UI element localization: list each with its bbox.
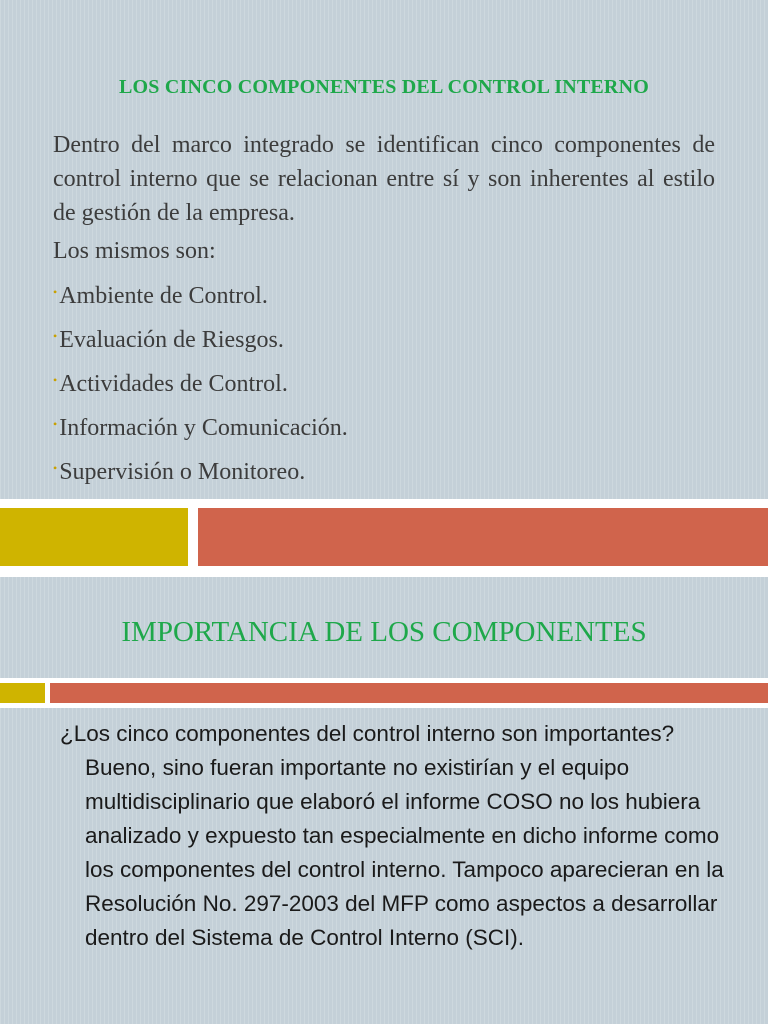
slide-1-body <box>53 128 715 492</box>
slide-2-title: IMPORTANCIA DE LOS COMPONENTES <box>121 616 647 648</box>
accent-block-red <box>198 508 768 566</box>
list-item-text: Información y Comunicación. <box>59 415 348 441</box>
list-item-text: Supervisión o Monitoreo. <box>59 459 306 485</box>
list-item <box>53 316 715 360</box>
list-item <box>53 272 715 316</box>
bullet-icon: • <box>53 285 58 299</box>
bullet-icon: • <box>53 461 58 475</box>
component-list <box>53 272 715 492</box>
bullet-icon: • <box>53 417 58 431</box>
accent-block-yellow <box>0 508 188 566</box>
list-item <box>53 404 715 448</box>
bullet-icon: • <box>53 373 58 387</box>
slide-divider-band <box>0 499 768 577</box>
list-item <box>53 360 715 404</box>
list-item-text: Actividades de Control. <box>59 371 288 397</box>
slide-1-intro: Los mismos son: <box>53 238 216 264</box>
accent-block-yellow <box>0 683 45 703</box>
list-item-text: Ambiente de Control. <box>59 283 268 309</box>
accent-block-red <box>50 683 768 703</box>
list-item <box>53 448 715 492</box>
slide-1-title: LOS CINCO COMPONENTES DEL CONTROL INTERNO <box>119 76 649 98</box>
slide-2-accent-band <box>0 678 768 708</box>
slide-2-body <box>60 717 740 955</box>
slide-1-paragraph: Dentro del marco integrado se identifican cinco componentes de control interno que se relacionan entre sí y son inherentes al estilo de gestión de la empresa. <box>53 132 715 226</box>
bullet-icon: • <box>53 329 58 343</box>
slide-2-question: ¿Los cinco componentes del control interno son importantes? <box>60 721 675 746</box>
slide-2-answer: Bueno, sino fueran importante no existirían y el equipo multidisciplinario que elaboró el informe COSO no los hubiera analizado y expuesto tan especialmente en dicho informe como los componentes del control interno. Tampoco aparecieran en la Resolución No. 297-2003 del MFP como aspectos a desarrollar dentro del Sistema de Control Interno (SCI). <box>85 755 724 950</box>
list-item-text: Evaluación de Riesgos. <box>59 327 284 353</box>
